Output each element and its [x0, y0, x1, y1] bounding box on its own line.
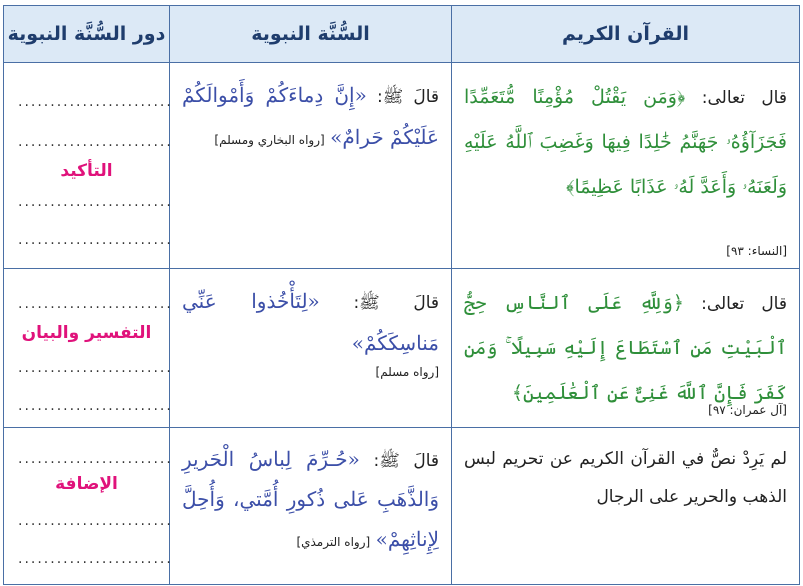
hadith-reference: [رواه البخاري ومسلم]	[214, 133, 325, 147]
quran-cell	[452, 269, 800, 428]
role-label: التأكيد	[60, 161, 113, 181]
header-role: دور السُّنَّة النبوية	[4, 6, 170, 63]
table-row	[4, 269, 800, 428]
role-cell	[4, 269, 173, 428]
answer-dots: ........................	[18, 451, 173, 467]
header-row	[4, 6, 800, 63]
answer-dots: ........................	[18, 94, 173, 110]
quran-cell	[452, 63, 800, 269]
role-cell	[4, 428, 173, 585]
hadith-reference: [رواه مسلم]	[375, 365, 439, 379]
sunnah-intro: قالَ ﷺ:	[376, 87, 440, 107]
sunnah-passage	[182, 281, 439, 365]
quran-intro: قال تعالى:	[701, 88, 787, 108]
quran-verse: ﴿وَلِلَّهِ عَلَى ٱلنَّاسِ حِجُّ ٱلْبَيْتِ مَنِ ٱسْتَطَاعَ إِلَيْهِ سَبِيلًا ۚ وَمَن كَفَرَ فَإِنَّ ٱللَّهَ غَنِىٌّ عَنِ ٱلْعَٰلَمِينَ﴾	[464, 292, 787, 404]
answer-dots: ........................	[18, 513, 173, 529]
role-label: التفسير والبيان	[21, 323, 152, 343]
answer-dots: ........................	[18, 232, 173, 248]
quran-passage	[464, 281, 787, 416]
quran-passage	[464, 75, 787, 210]
role-cell	[4, 63, 173, 269]
answer-dots: ........................	[18, 194, 173, 210]
quran-plain-text: لم يَرِدْ نصٌّ في القرآن الكريم عن تحريم لبس الذهب والحرير على الرجال	[464, 449, 787, 507]
sunnah-cell	[170, 269, 452, 428]
role-label: الإضافة	[55, 474, 118, 494]
sunnah-passage	[182, 75, 439, 160]
answer-dots: ........................	[18, 551, 173, 567]
quran-reference: [النساء: ٩٣]	[726, 244, 787, 258]
header-quran: القرآن الكريم	[452, 6, 800, 63]
sunnah-cell	[170, 428, 452, 585]
sunnah-role-table-wrapper	[3, 5, 799, 581]
answer-dots: ........................	[18, 134, 173, 150]
quran-verse: ﴿وَمَن يَقْتُلْ مُؤْمِنًا مُّتَعَمِّدًا فَجَزَآؤُهُۥ جَهَنَّمُ خَٰلِدًا فِيهَا وَغَضِبَ ٱللَّهُ عَلَيْهِ وَلَعَنَهُۥ وَأَعَدَّ لَهُۥ عَذَابًا عَظِيمًا﴾	[464, 86, 787, 198]
sunnah-intro: قالَ ﷺ:	[353, 293, 440, 313]
header-sunnah: السُّنَّة النبوية	[170, 6, 452, 63]
answer-dots: ........................	[18, 360, 173, 376]
table-row	[4, 63, 800, 269]
quran-reference: [آل عمران: ٩٧]	[708, 403, 787, 417]
table-row	[4, 428, 800, 585]
answer-dots: ........................	[18, 398, 173, 414]
quran-intro: قال تعالى:	[701, 294, 787, 314]
hadith-reference: [رواه الترمذي]	[296, 535, 371, 549]
hadith-text: «إِنَّ دِماءَكُمْ وَأَمْوالَكُمْ عَلَيْكُمْ حَرامٌ»	[182, 83, 439, 149]
sunnah-cell	[170, 63, 452, 269]
answer-dots: ........................	[18, 296, 173, 312]
sunnah-role-table	[3, 5, 800, 585]
sunnah-passage	[182, 440, 439, 561]
hadith-text: «حُـرِّمَ لِباسُ الْحَريرِ وَالذَّهَبِ عَلى ذُكورِ أُمَّتي، وَأُحِلَّ لِإِناثِهِمْ»	[182, 447, 439, 551]
sunnah-intro: قالَ ﷺ:	[373, 451, 440, 471]
quran-cell	[452, 428, 800, 585]
hadith-text: «لِتَأْخُذوا عَنِّي مَناسِكَكُمْ»	[182, 289, 439, 355]
